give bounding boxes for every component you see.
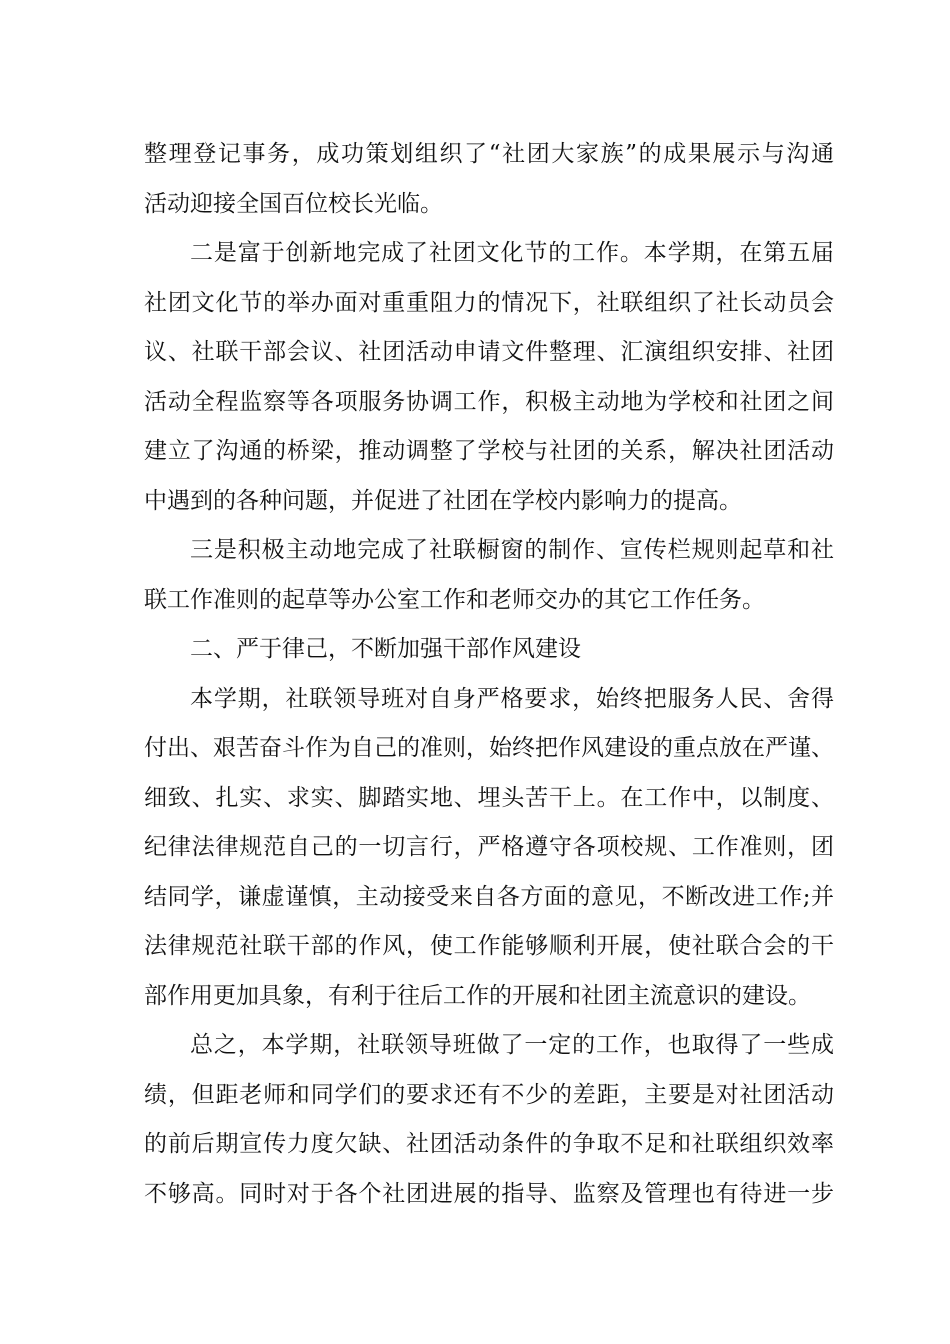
text-line: 本学期，社联领导班对自身严格要求，始终把服务人民、舍得 — [190, 685, 834, 712]
text-line: 细致、扎实、求实、脚踏实地、埋头苦干上。在工作中，以制度、 — [144, 784, 834, 811]
text-line: 中遇到的各种问题，并促进了社团在学校内影响力的提高。 — [144, 487, 742, 514]
text-line: 不够高。同时对于各个社团进展的指导、监察及管理也有待进一步 — [144, 1180, 834, 1207]
section-heading: 二、严于律己，不断加强干部作风建设 — [190, 636, 581, 662]
document-body — [144, 130, 834, 1219]
text-line: 绩，但距老师和同学们的要求还有不少的差距，主要是对社团活动 — [144, 1081, 834, 1108]
text-line: 三是积极主动地完成了社联橱窗的制作、宣传栏规则起草和社 — [190, 537, 834, 563]
text-line: 纪律法律规范自己的一切言行，严格遵守各项校规、工作准则，团 — [144, 834, 834, 860]
text-line: 结同学，谦虚谨慎，主动接受来自各方面的意见，不断改进工作;并 — [144, 883, 834, 910]
text-line: 联工作准则的起草等办公室工作和老师交办的其它工作任务。 — [144, 586, 765, 613]
text-line: 建立了沟通的桥梁，推动调整了学校与社团的关系，解决社团活动 — [144, 438, 834, 464]
text-line: 法律规范社联干部的作风，使工作能够顺利开展，使社联合会的干 — [144, 933, 834, 959]
text-line: 整理登记事务，成功策划组织了“社团大家族”的成果展示与沟通 — [144, 141, 834, 167]
text-line: 的前后期宣传力度欠缺、社团活动条件的争取不足和社联组织效率 — [144, 1131, 834, 1157]
text-line: 议、社联干部会议、社团活动申请文件整理、汇演组织安排、社团 — [144, 339, 834, 365]
text-line: 总之，本学期，社联领导班做了一定的工作，也取得了一些成 — [190, 1032, 834, 1058]
text-line: 二是富于创新地完成了社团文化节的工作。本学期，在第五届 — [190, 240, 834, 266]
text-line: 部作用更加具象，有利于往后工作的开展和社团主流意识的建设。 — [144, 982, 811, 1009]
text-line: 活动迎接全国百位校长光临。 — [144, 190, 443, 217]
text-line: 活动全程监察等各项服务协调工作，积极主动地为学校和社团之间 — [144, 388, 834, 415]
text-line: 付出、艰苦奋斗作为自己的准则，始终把作风建设的重点放在严谨、 — [144, 735, 834, 761]
text-line: 社团文化节的举办面对重重阻力的情况下，社联组织了社长动员会 — [144, 289, 834, 316]
